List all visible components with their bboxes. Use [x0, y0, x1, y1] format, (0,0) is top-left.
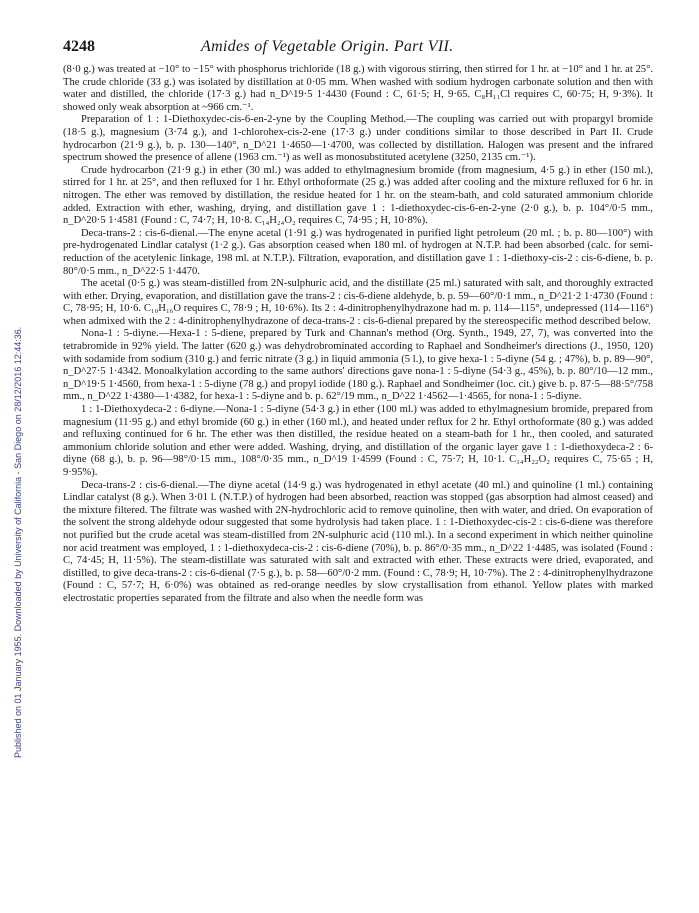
page-header	[63, 38, 653, 60]
paragraph-nonadiyne: Nona-1 : 5-diyne.—Hexa-1 : 5-diene, prepared by Turk and Channan's method (Org. Synth., 1949, 27, 7), was converted into the tetrabromide in 92% yield. The latter (620 g.) was dehydrobrominated according to Raphael and Sondheimer's directions (J., 1950, 120) with sodamide from sodium (310 g.) and ferric nitrate (3 g.) in liquid ammonia (5 l.), to give hexa-1 : 5-diyne (54 g. ; 47%), b. p. 89—90°, n_D^27·5 1·4342. Monoalkylation according to the same authors' directions gave nona-1 : 5-diyne (54·3 g., 45%), b. p. 80°/10—12 mm., n_D^19·5 1·4560, from hexa-1 : 5-diyne (78 g.) and propyl iodide (180 g.). Raphael and Sondheimer (loc. cit.) give b. p. 87·5—88·5°/758 mm., n_D^22 1·4380—1·4382, for hexa-1 : 5-diyne and b. p. 62°/19 mm., n_D^22 1·4562—1·4565, for nona-1 : 5-diyne.	[63, 328, 653, 403]
download-notice	[2, 118, 23, 758]
running-title: Amides of Vegetable Origin. Part VII.	[201, 38, 454, 55]
paragraph-coupling-method: Preparation of 1 : 1-Diethoxydec-cis-6-en-2-yne by the Coupling Method.—The coupling was carried out with propargyl bromide (18·5 g.), magnesium (3·74 g.), and 1-chlorohex-cis-2-ene (17·3 g.) under conditions similar to those described in Part II. Crude hydrocarbon (21·9 g.), b. p. 130—140°, n_D^21 1·4650—1·4700, was collected by distillation. Halogen was present and the infrared spectrum showed the presence of allene (1963 cm.⁻¹) as well as monosubstituted acetylene (3250, 2135 cm.⁻¹).	[63, 114, 653, 164]
article-body	[63, 64, 653, 606]
paragraph-acetal-steam: The acetal (0·5 g.) was steam-distilled from 2N-sulphuric acid, and the distillate (25 ml.) saturated with salt, and thoroughly extracted with ether. Drying, evaporation, and distillation gave the trans-2 : cis-6-diene aldehyde, b. p. 59—60°/0·1 mm., n_D^21·2 1·4730 (Found : C, 78·95; H, 10·6. C₁₀H₁₆O requires C, 78·9 ; H, 10·6%). Its 2 : 4-dinitrophenylhydrazone had m. p. 114—115°, undepressed (114—116°) when admixed with the 2 : 4-dinitrophenylhydrazone of deca-trans-2 : cis-6-dienal prepared by the stereospecific method described below.	[63, 278, 653, 327]
paragraph-crude-hydrocarbon: Crude hydrocarbon (21·9 g.) in ether (30 ml.) was added to ethylmagnesium bromide (from magnesium, 4·5 g.) in ether (150 ml.), stirred for 1 hr. at 25°, and then refluxed for 1 hr. Ethyl orthoformate (25 g.) was added after cooling and the mixture refluxed for 6 hr. in nitrogen. The ether was removed by distillation, the residue heated for 1 hr. on the steam-bath, and cold saturated ammonium chloride added. Extraction with ether, washing, drying, and distillation gave 1 : 1-diethoxydec-cis-6-en-2-yne (2·0 g.), b. p. 104°/0·5 mm., n_D^20·5 1·4581 (Found : C, 74·7; H, 10·8. C₁₄H₂₄O₂ requires C, 74·95 ; H, 10·8%).	[63, 164, 653, 227]
paragraph-diethoxydecadiyne: 1 : 1-Diethoxydeca-2 : 6-diyne.—Nona-1 : 5-diyne (54·3 g.) in ether (100 ml.) was added to ethylmagnesium bromide, prepared from magnesium (11·95 g.) and ethyl bromide (60 g.) in ether (160 ml.), and heated under reflux for 2 hr. Ethyl orthoformate (80 g.) was added and refluxing continued for 6 hr. The ether was then distilled, the residue heated on a steam-bath for 1 hr., then cooled, and saturated ammonium chloride solution and ether were added. Washing, drying, and distillation of the organic layer gave 1 : 1-diethoxydeca-2 : 6-diyne (68 g.), b. p. 96—98°/0·15 mm., 108°/0·35 mm., n_D^19 1·4599 (Found : C, 75·7; H, 10·1. C₁₄H₂₂O₂ requires C, 75·65 ; H, 9·95%).	[63, 404, 653, 478]
paragraph-continuation: (8·0 g.) was treated at −10° to −15° with phosphorus trichloride (18 g.) with vigorous stirring, then stirred for 1 hr. at −10° and 1 hr. at 25°. The crude chloride (33 g.) was isolated by distillation at 0·05 mm. When washed with sodium hydrogen carbonate solution and then with water and distilled, the chloride (17·3 g.) had n_D^19·5 1·4430 (Found : C, 61·5; H, 9·65. C₈H₁₁Cl requires C, 60·75; H, 9·3%). It showed only weak absorption at ~966 cm.⁻¹.	[63, 64, 653, 113]
download-notice-text: Published on 01 January 1955. Downloaded by University of California - San Diego on 28/12/2016 12:44:36.	[13, 326, 23, 758]
page-number: 4248	[63, 38, 95, 55]
paragraph-decadienal-1: Deca-trans-2 : cis-6-dienal.—The enyne acetal (1·91 g.) was hydrogenated in purified light petroleum (20 ml. ; b. p. 80—100°) with pre-hydrogenated Lindlar catalyst (1·2 g.). Gas absorption ceased when 180 ml. of hydrogen at N.T.P. had been absorbed (calc. for semi-reduction of the acetylenic linkage, 198 ml. at N.T.P.). Filtration, evaporation, and distillation gave 1 : 1-diethoxy-cis-2 : cis-6-diene, b. p. 80°/0·5 mm., n_D^22·5 1·4470.	[63, 227, 653, 277]
paragraph-decadienal-2: Deca-trans-2 : cis-6-dienal.—The diyne acetal (14·9 g.) was hydrogenated in ethyl acetate (40 ml.) and quinoline (1 ml.) containing Lindlar catalyst (8 g.). When 3·01 l. (N.T.P.) of hydrogen had been absorbed, reaction was stopped (gas absorption had almost ceased) and the mixture filtered. The filtrate was washed with 2N-hydrochloric acid to remove quinoline, then with water, and dried. On evaporation of the solvent the strong aldehyde odour suggested that some hydrolysis had taken place. 1 : 1-Diethoxydec-cis-2 : cis-6-diene was therefore not purified but the crude acetal was steam-distilled from 2N-sulphuric acid (110 ml.). In a second experiment in which neither quinoline nor acid treatment was employed, 1 : 1-diethoxydeca-cis-2 : cis-6-diene (70%), b. p. 86°/0·35 mm., n_D^22 1·4485, was isolated (Found : C, 74·45; H, 11·5%). The steam-distillate was saturated with salt and extracted with ether. These extracts were dried, evaporated, and distilled, to give deca-trans-2 : cis-6-dienal (7·5 g.), b. p. 58—60°/0·2 mm. (Found : C, 78·9; H, 10·7%). The 2 : 4-dinitrophenylhydrazone (Found : C, 57·7; H, 6·0%) was obtained as red-orange needles by slow crystallisation from ethanol. Yellow plates with marked electrostatic properties separated from the filtrate and also when the needle form was	[63, 479, 653, 604]
